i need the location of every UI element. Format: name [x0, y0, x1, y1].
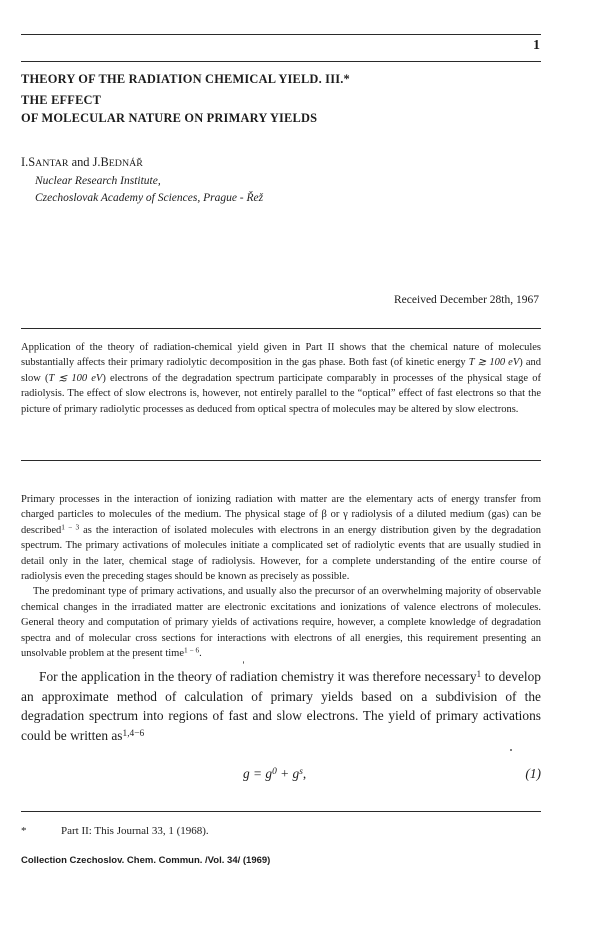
body-p1-text-a: Primary processes in the interaction of ionizing radiation with matter are the elementary acts of energy transfer from charged particles to molecules of the medium. The physical stage of β or γ radiolysis of a diluted medium (gas) can be described	[21, 494, 541, 536]
body-small-text	[21, 492, 541, 661]
abstract-bottom-rule	[21, 460, 541, 461]
body-paragraph-2	[21, 584, 541, 661]
author-1-rest: ANTAR	[35, 158, 69, 169]
abstract-text-3: ) electrons of the degradation spectrum participate comparably in processes of the physical stage of radiolysis. The effect of slow electrons is, however, not entirely parallel to the “optical” effect of fast electrons so that the picture of primary radiolytic processes as deduced from optical spectra of molecules may be altered by slow electrons.	[21, 372, 541, 415]
body-p1-text-b: as the interaction of isolated molecules with electrons in an energy distribution given by the degradation spectrum. The primary activations of molecules initiate a complicated set of radiolytic events that are usually studied in detail only in the later, chemical stage of radiolysis. However, for a complete understanding of the entire course of radiolysis even the preceding stages should be known as precisely as possible.	[21, 524, 541, 583]
body-paragraph-1	[21, 492, 541, 584]
abstract-text-2: ) and slow (	[21, 357, 541, 384]
body-p3-text-a: For the application in the theory of radiation chemistry it was therefore necessary	[39, 669, 477, 684]
footnote	[21, 825, 209, 837]
footnote-rule	[21, 811, 541, 812]
received-date: Received December 28th, 1967	[394, 294, 539, 306]
eq-sup-s: s	[299, 766, 303, 777]
top-rule	[21, 34, 541, 35]
eq-sup-0: 0	[272, 766, 277, 777]
page-number: 1	[533, 38, 540, 53]
affiliation-line-1: Nuclear Research Institute,	[35, 175, 161, 187]
author-2-rest: EDNÁŘ	[108, 158, 143, 169]
abstract-paragraph	[21, 340, 541, 417]
article-title	[21, 70, 541, 127]
author-1-initial: I.	[21, 155, 29, 169]
footnote-mark: *	[21, 825, 27, 837]
body-p3-ref-1: 1	[476, 669, 482, 680]
body-p3-ref-2: 1,4−6	[122, 728, 145, 739]
abstract	[21, 340, 541, 417]
equation-body	[243, 766, 306, 782]
body-p3-text-b: to develop an approximate method of calculation of primary yields based on a subdivision of the degradation spectrum into regions of fast and slow electrons. The yield of primary activations could be written as	[21, 669, 542, 743]
eq-comma: ,	[302, 766, 307, 781]
scan-speck	[243, 661, 244, 664]
equation-1	[21, 766, 541, 788]
affiliation-line-2: Czechoslovak Academy of Sciences, Prague - Řež	[35, 192, 264, 204]
title-line-2: THE EFFECT	[21, 93, 102, 107]
authors-and: and	[68, 155, 93, 169]
body-p2-text-a: The predominant type of primary activations, and usually also the precursor of an overwhelming majority of observable chemical changes in the irradiated matter are electronic excitations and ionizations of valence electrons of molecules. General theory and computation of primary yields of activations require, however, a complete knowledge of degradation spectra and of molecular cross sections for interactions with electrons of all energies, this requirement presenting an unsolvable problem at the present time	[21, 586, 541, 660]
title-line-3: OF MOLECULAR NATURE ON PRIMARY YIELDS	[21, 111, 318, 125]
body-p2-ref: 1 − 6	[184, 645, 200, 655]
eq-plus-gs: + g	[276, 766, 300, 781]
abstract-top-rule	[21, 328, 541, 329]
author-2-first-letter: B	[100, 155, 109, 169]
journal-footer: Collection Czechoslov. Chem. Commun. /Vol. 34/ (1969)	[21, 855, 271, 866]
title-line-1: THEORY OF THE RADIATION CHEMICAL YIELD. III.*	[21, 72, 350, 86]
eq-g: g = g	[243, 766, 273, 781]
footnote-text: Part II: This Journal 33, 1 (1968).	[61, 825, 209, 837]
author-1-first-letter: S	[28, 155, 36, 169]
scan-speck	[510, 749, 512, 751]
abstract-text-1: Application of the theory of radiation-chemical yield given in Part II shows that the chemical nature of molecules substantially affects their primary radiolytic decomposition in the gas phase. Both fast (of kinetic energy	[21, 342, 541, 369]
equation-number: (1)	[525, 766, 541, 781]
body-paragraph-3	[21, 667, 541, 745]
body-large-text	[21, 667, 541, 745]
abstract-energy-fast: T ≳ 100 eV	[468, 357, 520, 369]
body-p2-text-b: .	[199, 648, 202, 660]
body-p1-ref: 1 − 3	[61, 522, 80, 532]
author-2-initial: J.	[92, 155, 101, 169]
header-rule	[21, 61, 541, 62]
abstract-energy-slow: T ≲ 100 eV	[48, 372, 103, 384]
authors	[21, 155, 143, 170]
